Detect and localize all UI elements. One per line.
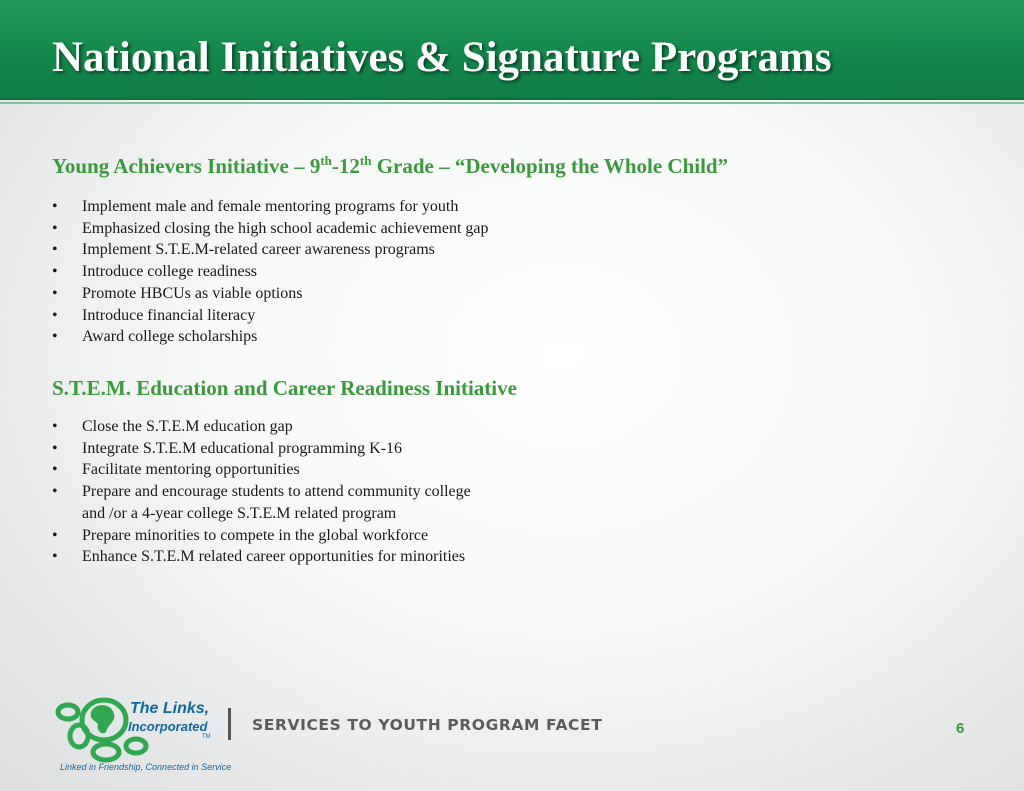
bullet-text: Promote HBCUs as viable options — [82, 284, 303, 302]
bullet-marker: • — [52, 439, 58, 457]
bullet-text: Enhance S.T.E.M related career opportunities for minorities — [82, 548, 466, 566]
bullet-item — [52, 283, 489, 305]
bullet-text: Facilitate mentoring opportunities — [82, 461, 300, 479]
stem-bullet-list — [52, 416, 471, 568]
heading-text: Grade – “Developing the Whole Child” — [371, 154, 729, 178]
bullet-text: Introduce financial literacy — [82, 306, 256, 324]
bullet-marker: • — [52, 548, 58, 566]
heading-superscript: th — [359, 153, 372, 168]
footer-facet-label: SERVICES TO YOUTH PROGRAM FACET — [252, 716, 603, 734]
bullet-marker: • — [52, 198, 58, 215]
bullet-item — [52, 239, 489, 261]
bullet-marker: • — [52, 263, 58, 281]
bullet-item — [52, 305, 489, 327]
logo-wordmark: The Links, — [130, 700, 210, 717]
young-achievers-bullet-list — [52, 196, 489, 348]
bullet-item — [52, 416, 471, 438]
bullet-marker: • — [52, 219, 58, 237]
bullet-item — [52, 196, 489, 218]
bullet-item — [52, 438, 471, 460]
bullet-text-continuation: and /or a 4-year college S.T.E.M related program — [82, 504, 397, 522]
bullet-text: Implement S.T.E.M-related career awareness programs — [82, 241, 435, 259]
footer-divider — [228, 708, 231, 740]
bullet-marker: • — [52, 306, 58, 324]
bullet-item — [52, 525, 471, 547]
bullet-marker: • — [52, 418, 58, 435]
bullet-text: Close the S.T.E.M education gap — [82, 418, 293, 435]
bullet-text: Introduce college readiness — [82, 263, 258, 281]
bullet-item — [52, 481, 471, 524]
logo-wordmark-line2: Incorporated — [128, 719, 208, 734]
bullet-item — [52, 261, 489, 283]
bullet-text: Prepare minorities to compete in the global workforce — [82, 526, 429, 544]
bullet-marker: • — [52, 461, 58, 479]
bullet-item — [52, 459, 471, 481]
bullet-item — [52, 326, 489, 348]
bullet-text: Prepare and encourage students to attend community college — [82, 483, 471, 501]
bullet-marker: • — [52, 328, 58, 346]
logo-tagline: Linked in Friendship, Connected in Service — [60, 762, 232, 772]
bullet-item — [52, 218, 489, 240]
bullet-text: Implement male and female mentoring programs for youth — [82, 198, 459, 215]
section-heading-stem: S.T.E.M. Education and Career Readiness Initiative — [52, 376, 517, 400]
bullet-marker: • — [52, 241, 58, 259]
bullet-text: Emphasized closing the high school academic achievement gap — [82, 219, 489, 237]
section-heading-young-achievers — [52, 153, 729, 178]
bullet-text: Integrate S.T.E.M educational programming K-16 — [82, 439, 403, 457]
bullet-text: Award college scholarships — [82, 328, 258, 346]
bullet-item — [52, 546, 471, 568]
logo-trademark: TM — [202, 734, 211, 740]
bullet-marker: • — [52, 526, 58, 544]
heading-text: Young Achievers Initiative – 9 — [52, 154, 321, 178]
heading-text: -12 — [331, 154, 360, 178]
links-incorporated-logo — [54, 690, 234, 780]
page-number: 6 — [956, 720, 965, 737]
slide-title: National Initiatives & Signature Programs — [52, 34, 832, 81]
title-bar-divider — [0, 98, 1024, 100]
heading-superscript: th — [320, 153, 332, 168]
title-bar-accent-line — [0, 102, 1024, 104]
bullet-marker: • — [52, 284, 58, 302]
bullet-marker: • — [52, 483, 58, 501]
